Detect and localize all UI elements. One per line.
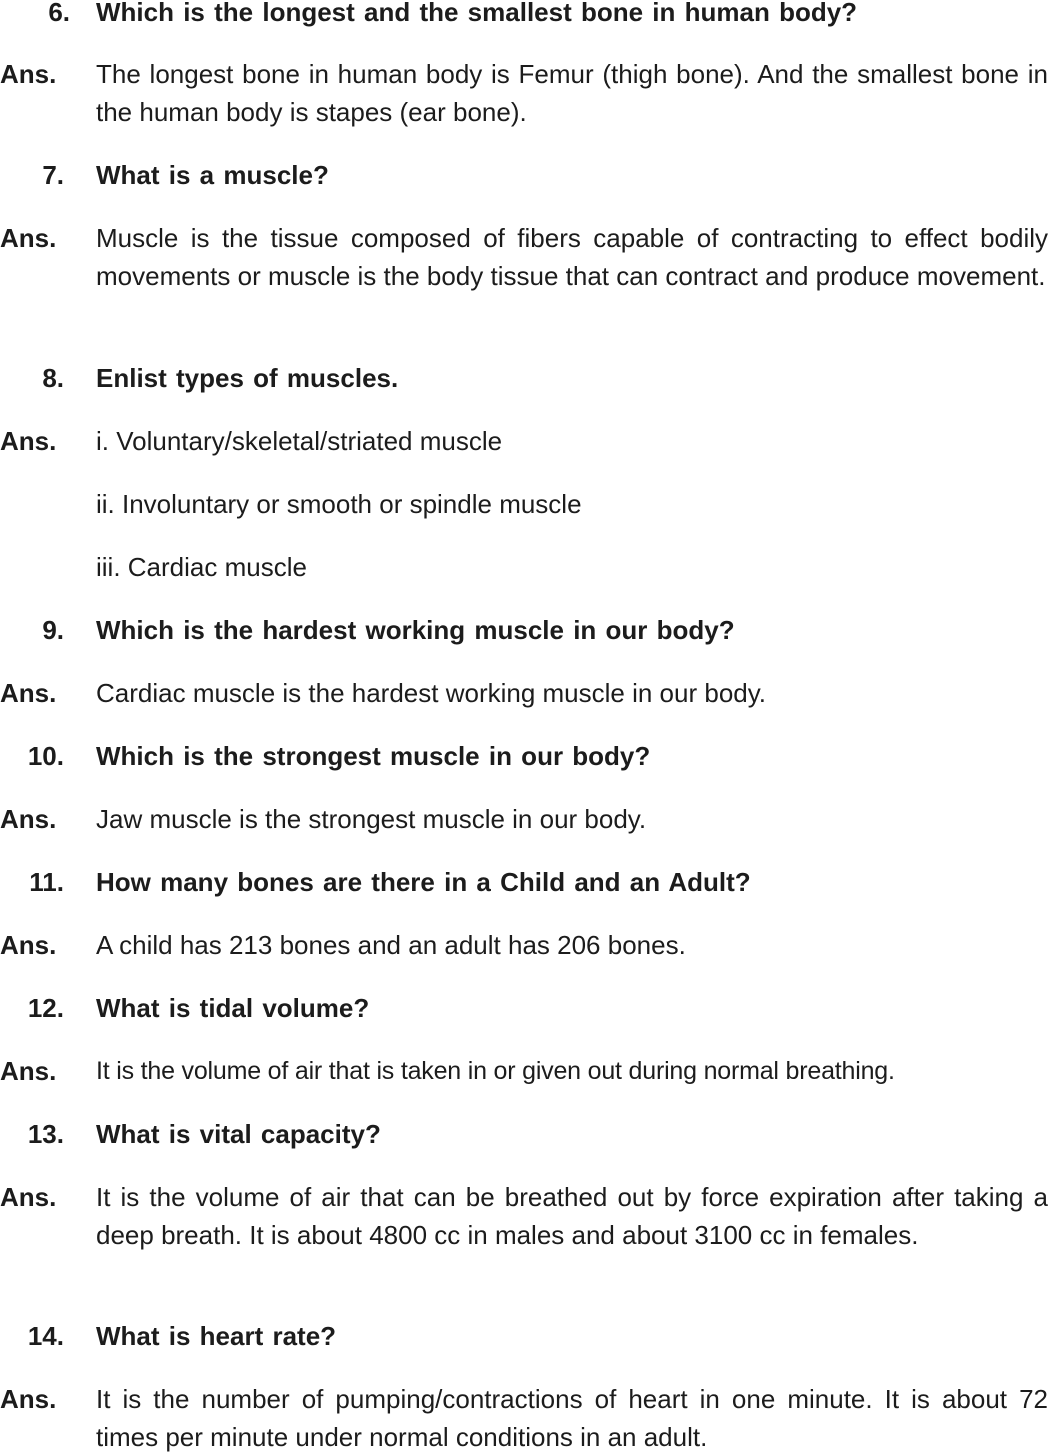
question-text: Enlist types of muscles.	[96, 363, 399, 393]
answer-label: Ans.	[0, 930, 57, 960]
question-number: 6.	[48, 0, 70, 27]
answer-label: Ans.	[0, 59, 57, 89]
question-text: What is a muscle?	[96, 160, 329, 190]
answer-list-item: iii. Cardiac muscle	[96, 552, 307, 582]
question-text: Which is the longest and the smallest bone in human body?	[96, 0, 858, 27]
question-text: What is tidal volume?	[96, 993, 370, 1023]
answer-text: Jaw muscle is the strongest muscle in our body.	[96, 804, 647, 834]
question-number: 13.	[27, 1119, 64, 1149]
question-number: 10.	[27, 741, 64, 771]
answer-label: Ans.	[0, 1182, 57, 1212]
question-text: How many bones are there in a Child and an Adult?	[96, 867, 751, 897]
question-number: 8.	[42, 363, 64, 393]
answer-text: It is the volume of air that is taken in or given out during normal breathing.	[96, 1057, 895, 1085]
answer-text: The longest bone in human body is Femur (thigh bone). And the smallest bone in the human body is stapes (ear bone).	[96, 59, 1048, 127]
question-number: 12.	[27, 993, 64, 1023]
answer-list-item: i. Voluntary/skeletal/striated muscle	[96, 426, 503, 456]
answer-text: Cardiac muscle is the hardest working muscle in our body.	[96, 678, 767, 708]
question-number: 14.	[27, 1321, 64, 1351]
answer-label: Ans.	[0, 804, 57, 834]
answer-label: Ans.	[0, 426, 57, 456]
question-number: 11.	[29, 867, 64, 897]
answer-text: It is the number of pumping/contractions of heart in one minute. It is about 72 times per minute under normal conditions in an adult.	[96, 1384, 1048, 1452]
question-number: 9.	[42, 615, 64, 645]
answer-text: A child has 213 bones and an adult has 206 bones.	[96, 930, 686, 960]
question-text: Which is the hardest working muscle in our body?	[96, 615, 735, 645]
answer-text: It is the volume of air that can be breathed out by force expiration after taking a deep breath. It is about 4800 cc in males and about 3100 cc in females.	[96, 1182, 1048, 1250]
answer-list-item: ii. Involuntary or smooth or spindle muscle	[96, 489, 582, 519]
question-text: Which is the strongest muscle in our body?	[96, 741, 651, 771]
answer-label: Ans.	[0, 1384, 57, 1414]
question-number: 7.	[42, 160, 64, 190]
answer-label: Ans.	[0, 1056, 57, 1086]
answer-label: Ans.	[0, 678, 57, 708]
question-text: What is heart rate?	[96, 1321, 337, 1351]
answer-label: Ans.	[0, 223, 57, 253]
answer-text: Muscle is the tissue composed of fibers capable of contracting to effect bodily movements or muscle is the body tissue that can contract and produce movement.	[96, 223, 1048, 291]
question-text: What is vital capacity?	[96, 1119, 381, 1149]
